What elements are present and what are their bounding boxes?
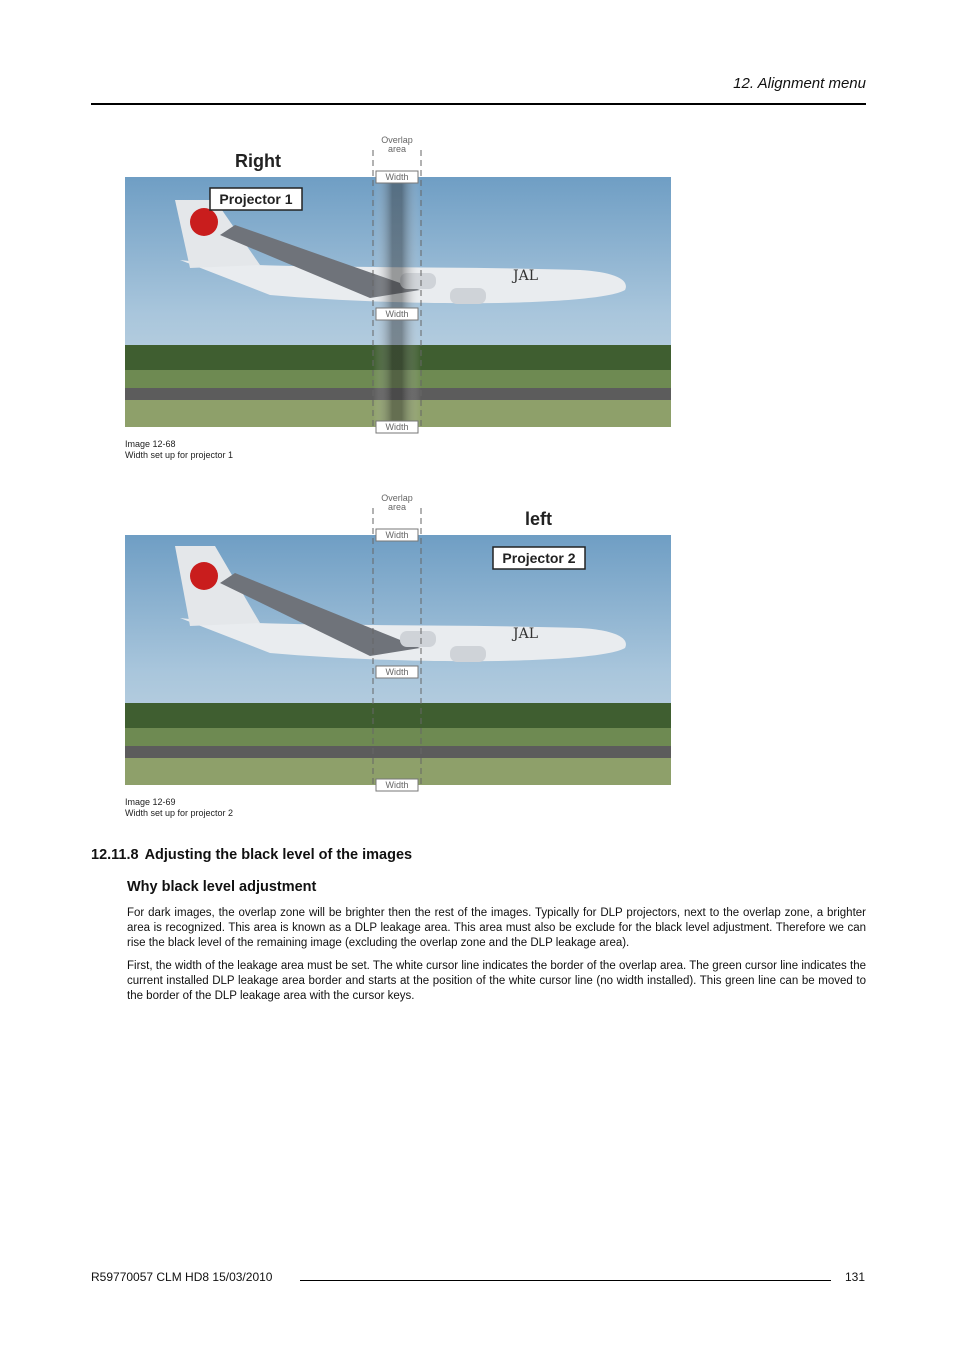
width-arrow <box>376 529 418 541</box>
width-arrow <box>376 171 418 183</box>
svg-text:JAL: JAL <box>513 268 539 284</box>
overlap-band <box>373 177 421 427</box>
paragraph: For dark images, the overlap zone will be brighter then the rest of the images. Typically for DLP projectors, next to the overlap zone, a brighter area is recognized. This area is known as a DLP leakage area. This area must also be exclude for the black level adjustment. Therefore we can rise the black level of the remaining image (excluding the overlap zone and the DLP leakage area). <box>127 907 866 949</box>
overlap-label: area <box>387 502 407 512</box>
overlap-label: area <box>387 144 407 154</box>
caption-number: Image 12-68 <box>125 439 176 449</box>
paragraph: First, the width of the leakage area must be set. The white cursor line indicates the border of the overlap area. The green cursor line indicates the current installed DLP leakage area border and starts at the position of the white cursor line (no width installed). This green line can be moved to the border of the DLP leakage area with the cursor keys. <box>127 960 866 1002</box>
svg-text:JAL: JAL <box>513 626 539 642</box>
figure-projector-1 <box>120 130 680 440</box>
svg-text:Projector 2: Projector 2 <box>502 550 576 566</box>
section-heading <box>91 847 412 863</box>
figure-caption <box>125 797 233 819</box>
side-label: Right <box>235 151 281 171</box>
width-arrow <box>376 308 418 320</box>
footer-doc-info: R59770057 CLM HD8 15/03/2010 <box>91 1270 273 1284</box>
width-arrow <box>376 421 418 433</box>
overlap-label: Overlap <box>381 493 413 503</box>
side-label: left <box>525 509 552 529</box>
page-number: 131 <box>844 1270 865 1284</box>
figure-caption <box>125 439 233 461</box>
svg-text:Width: Width <box>385 422 409 432</box>
projector-label-box <box>493 547 585 569</box>
caption-text: Width set up for projector 1 <box>125 450 234 460</box>
chapter-header: 12. Alignment menu <box>733 75 866 92</box>
airplane-photo <box>125 535 671 785</box>
figure-projector-2 <box>120 488 680 798</box>
svg-text:Width: Width <box>385 309 409 319</box>
svg-text:Width: Width <box>385 667 409 677</box>
svg-text:Width: Width <box>385 780 409 790</box>
svg-text:Projector 1: Projector 1 <box>219 191 293 207</box>
header-rule <box>91 103 866 105</box>
width-arrow <box>376 666 418 678</box>
footer-rule <box>300 1280 831 1281</box>
section-title: Adjusting the black level of the images <box>144 847 413 863</box>
projector-label-box <box>210 188 302 210</box>
svg-text:Width: Width <box>385 172 409 182</box>
overlap-label: Overlap <box>381 135 413 145</box>
width-arrow <box>376 779 418 791</box>
subsection-heading: Why black level adjustment <box>127 879 317 895</box>
caption-text: Width set up for projector 2 <box>125 808 234 818</box>
svg-text:Width: Width <box>385 530 409 540</box>
section-number: 12.11.8 <box>91 847 139 863</box>
caption-number: Image 12-69 <box>125 797 176 807</box>
